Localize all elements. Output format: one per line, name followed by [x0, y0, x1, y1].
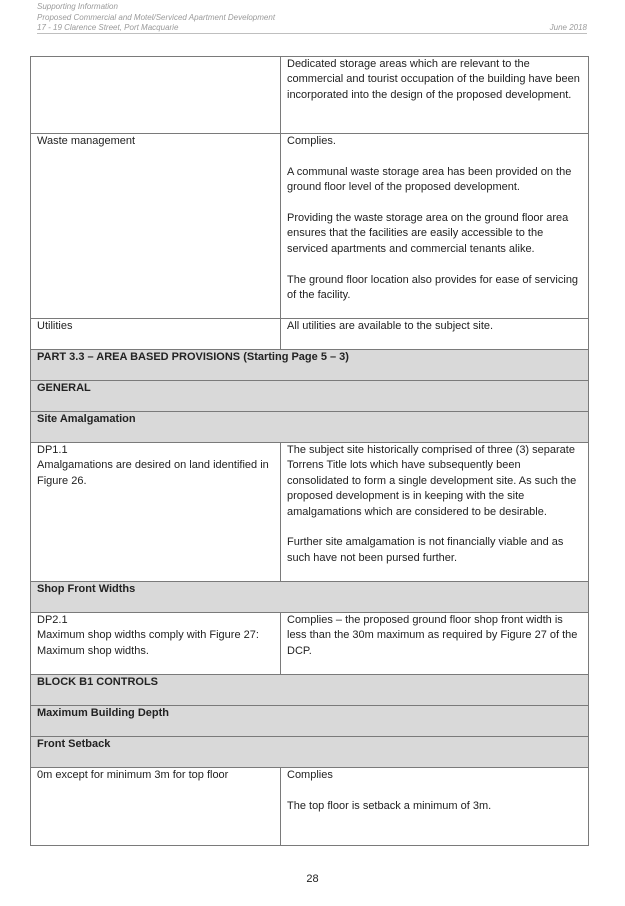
setback-requirement: 0m except for minimum 3m for top floor — [37, 769, 229, 781]
table-row-utilities — [31, 319, 589, 350]
section-row — [31, 706, 589, 737]
header-title: Supporting Information — [37, 2, 118, 11]
cell-left — [31, 613, 281, 675]
section-heading-block-b1: BLOCK B1 CONTROLS — [31, 675, 589, 706]
section-row — [31, 582, 589, 613]
cell-right — [281, 768, 589, 846]
waste-label: Waste management — [37, 135, 136, 147]
cell-left — [31, 443, 281, 582]
header-project: Proposed Commercial and Motel/Serviced Apartment Development — [37, 12, 276, 22]
section-heading-general: GENERAL — [31, 381, 589, 412]
table-row-storage — [31, 57, 589, 134]
section-row — [31, 381, 589, 412]
section-heading-site-amalgamation: Site Amalgamation — [31, 412, 589, 443]
setback-para: The top floor is setback a minimum of 3m. — [287, 799, 492, 812]
cell-right — [281, 613, 589, 675]
waste-para: Providing the waste storage area on the ground floor area ensures that the facilities are easily accessible to the serviced apartments and commercial tenants alike. — [287, 212, 569, 255]
dp21-text: Complies – the proposed ground floor shop front width is less than the 30m maximum as required by Figure 27 of the DCP. — [287, 614, 578, 657]
storage-text: Dedicated storage areas which are relevant to the commercial and tourist occupation of the building have been incorporated into the design of the proposed development. — [287, 58, 580, 101]
cell-left — [31, 57, 281, 134]
cell-left — [31, 768, 281, 846]
dp21-code: DP2.1 — [37, 614, 68, 626]
header-date: June 2018 — [549, 23, 587, 32]
dp11-code: DP1.1 — [37, 444, 68, 456]
cell-right — [281, 134, 589, 319]
utilities-text: All utilities are available to the subject site. — [287, 320, 494, 332]
utilities-label: Utilities — [37, 320, 73, 332]
table-row-dp11 — [31, 443, 589, 582]
section-row — [31, 675, 589, 706]
table-row-dp21 — [31, 613, 589, 675]
cell-right — [281, 319, 589, 350]
table-row-waste — [31, 134, 589, 319]
setback-para: Complies — [287, 769, 333, 781]
cell-left — [31, 319, 281, 350]
running-header — [37, 2, 587, 34]
cell-right — [281, 57, 589, 134]
header-address: 17 - 19 Clarence Street, Port Macquarie — [37, 23, 179, 32]
waste-para: A communal waste storage area has been provided on the ground floor level of the proposed development. — [287, 165, 572, 194]
table-row-setback — [31, 768, 589, 846]
section-heading-shop-front-widths: Shop Front Widths — [31, 582, 589, 613]
dp11-para: The subject site historically comprised of three (3) separate Torrens Title lots which have subsequently been consolidated to form a single development site. As such the proposed development is in keeping with the site amalgamations which are considered to be desirable. — [287, 444, 577, 518]
dp11-para: Further site amalgamation is not financially viable and as such have not been pursed further. — [287, 536, 564, 564]
cell-left — [31, 134, 281, 319]
waste-para: Complies. — [287, 135, 336, 147]
section-row — [31, 737, 589, 768]
waste-para: The ground floor location also provides for ease of servicing of the facility. — [287, 273, 579, 302]
page-number: 28 — [306, 873, 319, 885]
section-heading-part33: PART 3.3 – AREA BASED PROVISIONS (Starting Page 5 – 3) — [31, 350, 589, 381]
dp11-requirement: Amalgamations are desired on land identified in Figure 26. — [37, 459, 269, 487]
section-row — [31, 412, 589, 443]
section-heading-front-setback: Front Setback — [31, 737, 589, 768]
cell-right — [281, 443, 589, 582]
dp21-requirement: Maximum shop widths comply with Figure 27: Maximum shop widths. — [37, 629, 259, 657]
header-divider — [37, 33, 587, 34]
section-heading-max-building-depth: Maximum Building Depth — [31, 706, 589, 737]
section-row — [31, 350, 589, 381]
compliance-table — [30, 56, 589, 846]
